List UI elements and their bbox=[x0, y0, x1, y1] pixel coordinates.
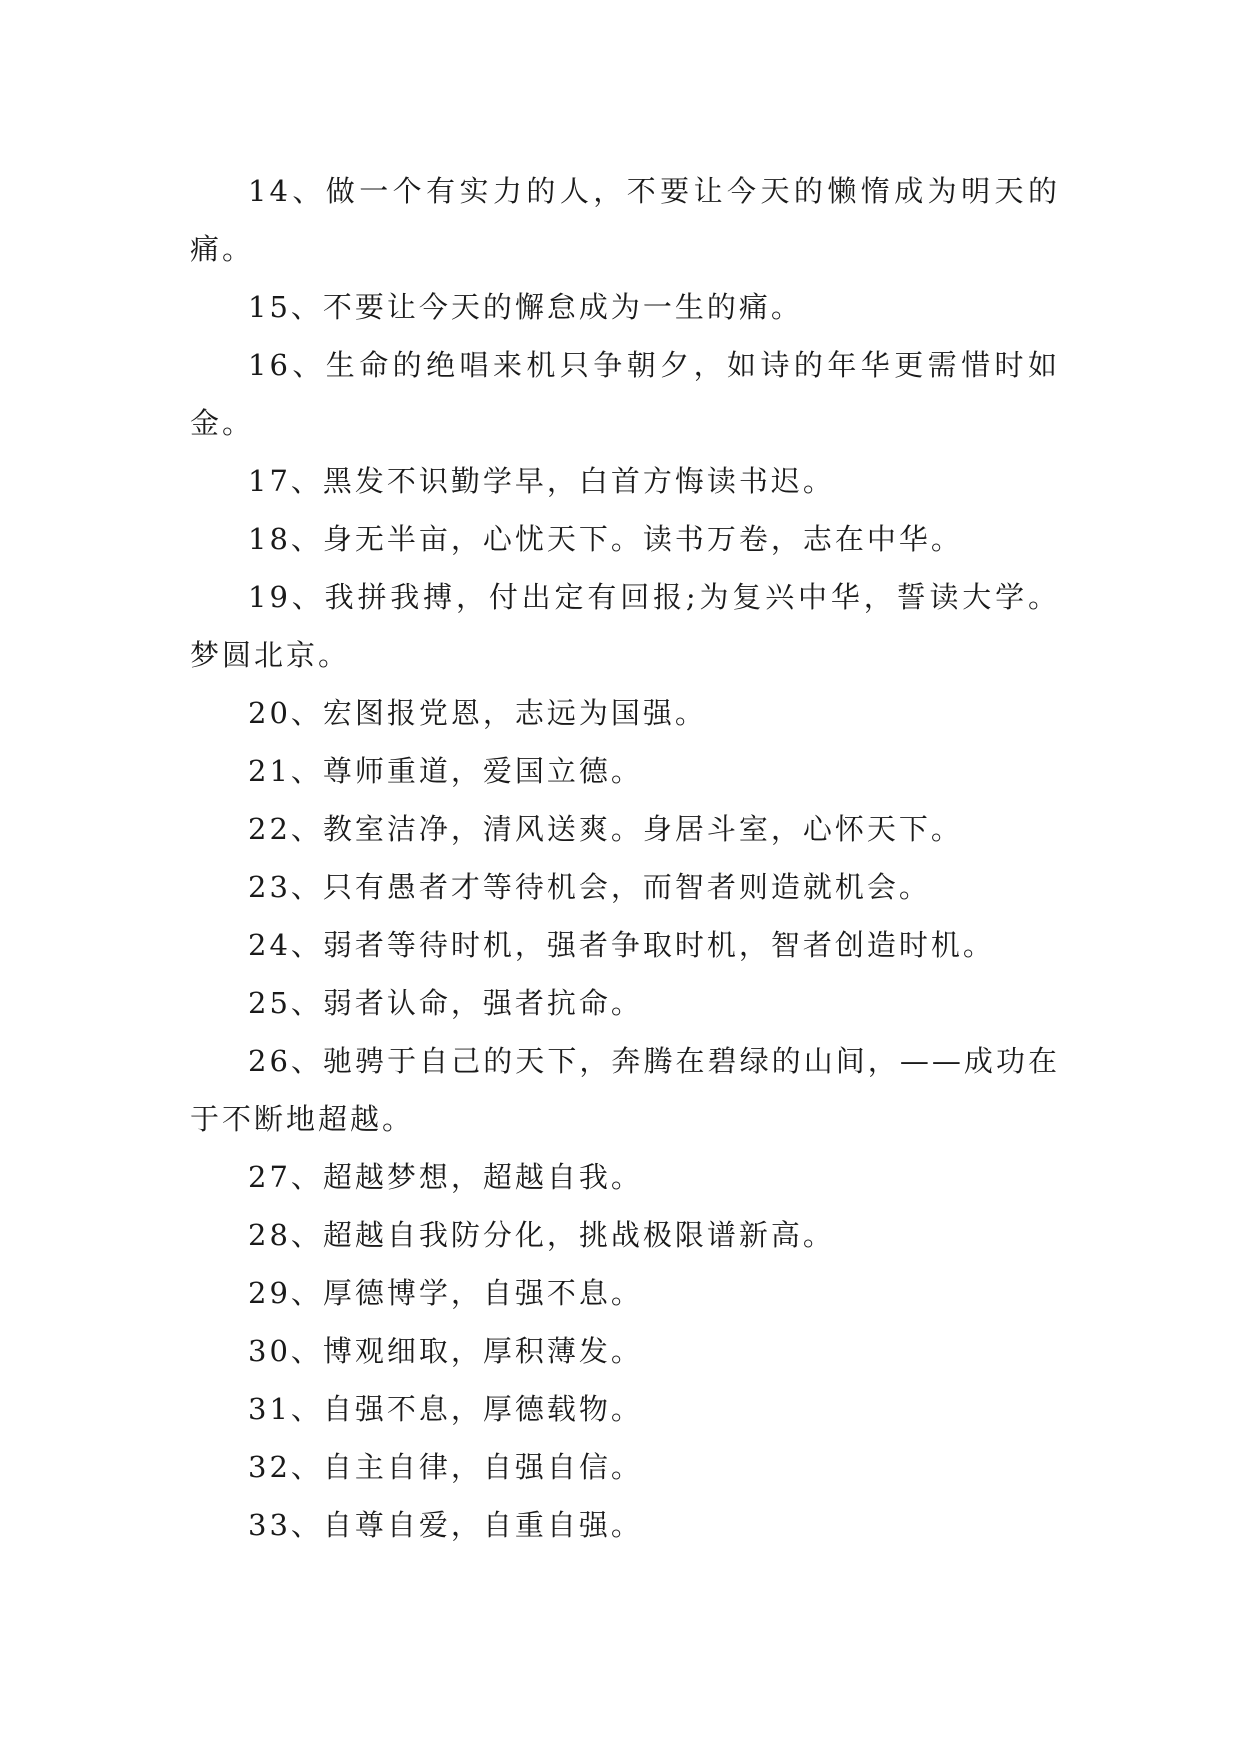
paragraph-15: 15、不要让今天的懈怠成为一生的痛。 bbox=[248, 290, 803, 324]
paragraph-19: 19、我拼我搏，付出定有回报;为复兴中华，誓读大学。梦圆北京。 bbox=[190, 580, 1060, 672]
paragraph-17: 17、黑发不识勤学早，白首方悔读书迟。 bbox=[248, 464, 835, 498]
paragraph-27: 27、超越梦想，超越自我。 bbox=[248, 1160, 643, 1194]
paragraph-30: 30、博观细取，厚积薄发。 bbox=[248, 1334, 643, 1368]
paragraph-26: 26、驰骋于自己的天下，奔腾在碧绿的山间，——成功在于不断地超越。 bbox=[190, 1044, 1060, 1136]
paragraph-31: 31、自强不息，厚德载物。 bbox=[248, 1392, 643, 1426]
paragraph-14: 14、做一个有实力的人，不要让今天的懒惰成为明天的痛。 bbox=[190, 174, 1060, 266]
paragraph-16: 16、生命的绝唱来机只争朝夕，如诗的年华更需惜时如金。 bbox=[190, 348, 1060, 440]
paragraph-22: 22、教室洁净，清风送爽。身居斗室，心怀天下。 bbox=[248, 812, 963, 846]
paragraph-33: 33、自尊自爱，自重自强。 bbox=[248, 1508, 643, 1542]
paragraph-21: 21、尊师重道，爱国立德。 bbox=[248, 754, 643, 788]
paragraph-20: 20、宏图报党恩，志远为国强。 bbox=[248, 696, 707, 730]
paragraph-32: 32、自主自律，自强自信。 bbox=[248, 1450, 643, 1484]
paragraph-23: 23、只有愚者才等待机会，而智者则造就机会。 bbox=[248, 870, 931, 904]
paragraph-28: 28、超越自我防分化，挑战极限谱新高。 bbox=[248, 1218, 835, 1252]
paragraph-24: 24、弱者等待时机，强者争取时机，智者创造时机。 bbox=[248, 928, 995, 962]
paragraph-29: 29、厚德博学，自强不息。 bbox=[248, 1276, 643, 1310]
paragraph-25: 25、弱者认命，强者抗命。 bbox=[248, 986, 643, 1020]
document-body bbox=[190, 162, 1060, 1554]
paragraph-18: 18、身无半亩，心忧天下。读书万卷，志在中华。 bbox=[248, 522, 963, 556]
